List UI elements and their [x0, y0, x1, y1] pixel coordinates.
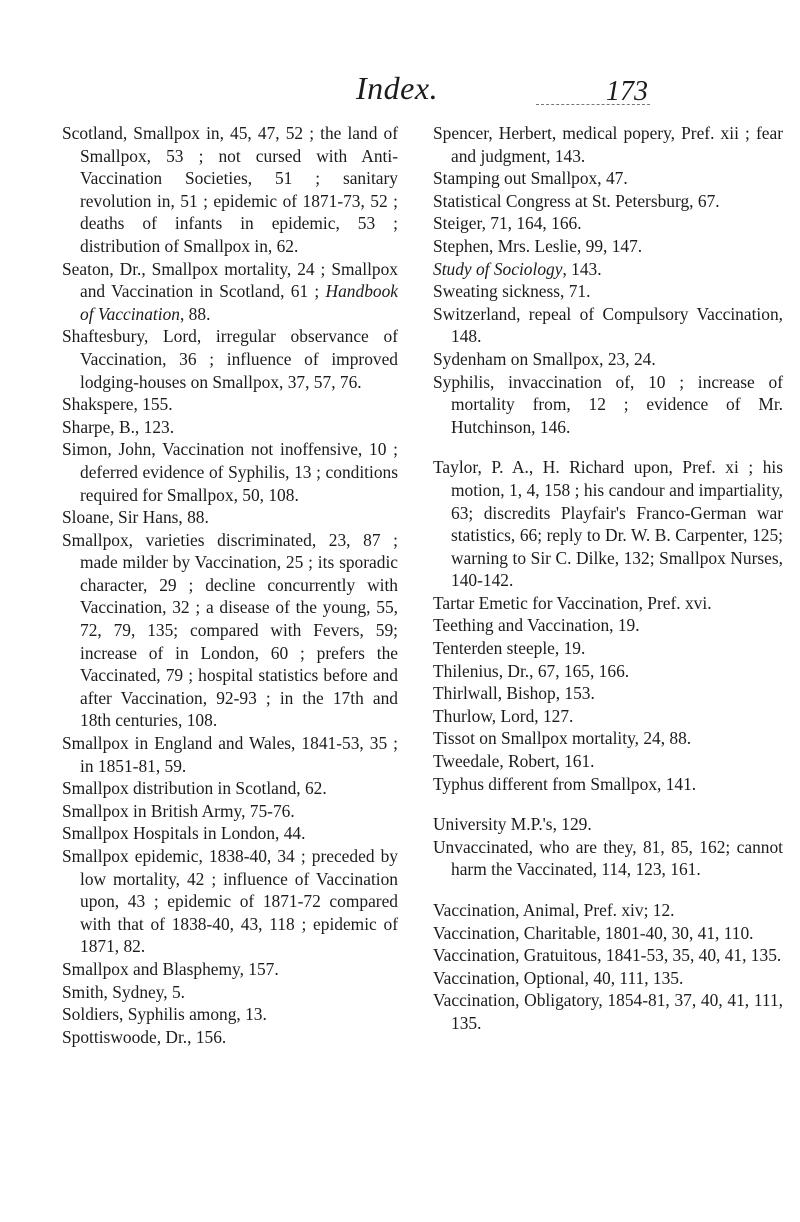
index-entry: Simon, John, Vaccination not inoffensive, 10 ; deferred evidence of Syphilis, 13 ; conditions required for Smallpox, 50, 108. — [62, 439, 398, 505]
index-entry: Soldiers, Syphilis among, 13. — [62, 1004, 267, 1025]
index-entry: Seaton, Dr., Smallpox mortality, 24 ; Smallpox and Vaccination in Scotland, 61 ; Handbook of Vaccination, 88. — [62, 258, 398, 324]
book-title: Handbook of Vaccination — [80, 281, 398, 324]
index-entry: Vaccination, Animal, Pref. xiv; 12. — [433, 900, 675, 920]
section-gap — [433, 881, 783, 899]
left-column — [62, 122, 398, 1048]
index-entry: Tartar Emetic for Vaccination, Pref. xvi. — [433, 592, 712, 613]
index-entry: Scotland, Smallpox in, 45, 47, 52 ; the land of Smallpox, 53 ; not cursed with Anti-Vaccination Societies, 51 ; sanitary revolution in, 51 ; epidemic of 1871-73, 52 ; deaths of infants in epidemic, 53 ; distribution of Smallpox in, 62. — [62, 123, 398, 256]
index-entry: Thirlwall, Bishop, 153. — [433, 683, 595, 704]
index-entry: Smallpox in England and Wales, 1841-53, 35 ; in 1851-81, 59. — [62, 733, 398, 776]
index-entry: Spottiswoode, Dr., 156. — [62, 1026, 227, 1047]
page-header — [0, 70, 800, 110]
index-entry: Vaccination, Obligatory, 1854-81, 37, 40, 41, 111, 135. — [433, 990, 783, 1033]
running-title: Index. — [356, 70, 439, 106]
index-entry: Stamping out Smallpox, 47. — [433, 168, 628, 189]
index-entry: Stephen, Mrs. Leslie, 99, 147. — [433, 235, 643, 256]
index-entry: Taylor, P. A., H. Richard upon, Pref. xi ; his motion, 1, 4, 158 ; his candour and impartiality, 63; discredits Playfair's Franco-German war statistics, 66; reply to Dr. W. B. Carpenter, 125; warning to Sir C. Dilke, 132; Smallpox Nurses, 140-142. — [433, 457, 783, 591]
book-title: Study of Sociology — [433, 258, 563, 279]
index-entry: Vaccination, Charitable, 1801-40, 30, 41, 110. — [433, 922, 754, 943]
index-entry: Sydenham on Smallpox, 23, 24. — [433, 348, 656, 369]
index-entry: Typhus different from Smallpox, 141. — [433, 773, 697, 794]
section-gap — [433, 438, 783, 456]
index-entry: Smallpox distribution in Scotland, 62. — [62, 778, 327, 799]
index-entry: Sharpe, B., 123. — [62, 416, 175, 437]
index-entry: Smallpox, varieties discriminated, 23, 87 ; made milder by Vaccination, 25 ; its sporadic character, 29 ; decline concurrently with Vaccination, 32 ; a disease of the young, 55, 72, 79, 135; compared with Fevers, 59; increase of in London, 60 ; prefers the Vaccinated, 79 ; hospital statistics before and after Vaccination, 92-93 ; in the 17th and 18th centuries, 108. — [62, 529, 398, 731]
index-entry: Switzerland, repeal of Compulsory Vaccination, 148. — [433, 303, 783, 347]
index-entry: Thurlow, Lord, 127. — [433, 705, 574, 726]
index-entry: Tenterden steeple, 19. — [433, 638, 586, 659]
index-entry: Smallpox epidemic, 1838-40, 34 ; preceded by low mortality, 42 ; influence of Vaccination upon, 43 ; epidemic of 1871-72 compared with that of 1838-40, 43, 118 ; epidemic of 1871, 82. — [62, 846, 398, 957]
index-entry: Vaccination, Optional, 40, 111, 135. — [433, 967, 684, 988]
index-entry: Smith, Sydney, 5. — [62, 981, 186, 1002]
index-entry: Syphilis, invaccination of, 10 ; increase of mortality from, 12 ; evidence of Mr. Hutchinson, 146. — [433, 371, 783, 437]
index-entry: Shakspere, 155. — [62, 394, 173, 415]
index-entry: Unvaccinated, who are they, 81, 85, 162; cannot harm the Vaccinated, 114, 123, 161. — [433, 836, 783, 880]
header-rule — [536, 104, 650, 105]
page-number: 173 — [606, 76, 648, 107]
index-entry: Shaftesbury, Lord, irregular observance of Vaccination, 36 ; influence of improved lodging-houses on Smallpox, 37, 57, 76. — [62, 326, 398, 392]
index-entry: Teething and Vaccination, 19. — [433, 615, 640, 636]
index-entry: Spencer, Herbert, medical popery, Pref. xii ; fear and judgment, 143. — [433, 123, 783, 166]
index-entry: Tissot on Smallpox mortality, 24, 88. — [433, 728, 692, 749]
index-entry: Smallpox and Blasphemy, 157. — [62, 958, 279, 979]
index-entry: Steiger, 71, 164, 166. — [433, 213, 582, 234]
index-entry: Smallpox Hospitals in London, 44. — [62, 823, 306, 844]
index-entry: Statistical Congress at St. Petersburg, 67. — [433, 190, 720, 211]
index-entry: Thilenius, Dr., 67, 165, 166. — [433, 660, 630, 681]
section-gap — [433, 795, 783, 813]
index-entry: University M.P.'s, 129. — [433, 814, 592, 835]
index-entry: Study of Sociology, 143. — [433, 258, 602, 279]
index-entry: Sloane, Sir Hans, 88. — [62, 507, 209, 528]
index-entry: Tweedale, Robert, 161. — [433, 751, 595, 772]
right-column — [433, 122, 783, 1035]
index-entry: Sweating sickness, 71. — [433, 281, 591, 302]
index-entry: Vaccination, Gratuitous, 1841-53, 35, 40, 41, 135. — [433, 945, 782, 966]
index-entry: Smallpox in British Army, 75-76. — [62, 800, 295, 821]
